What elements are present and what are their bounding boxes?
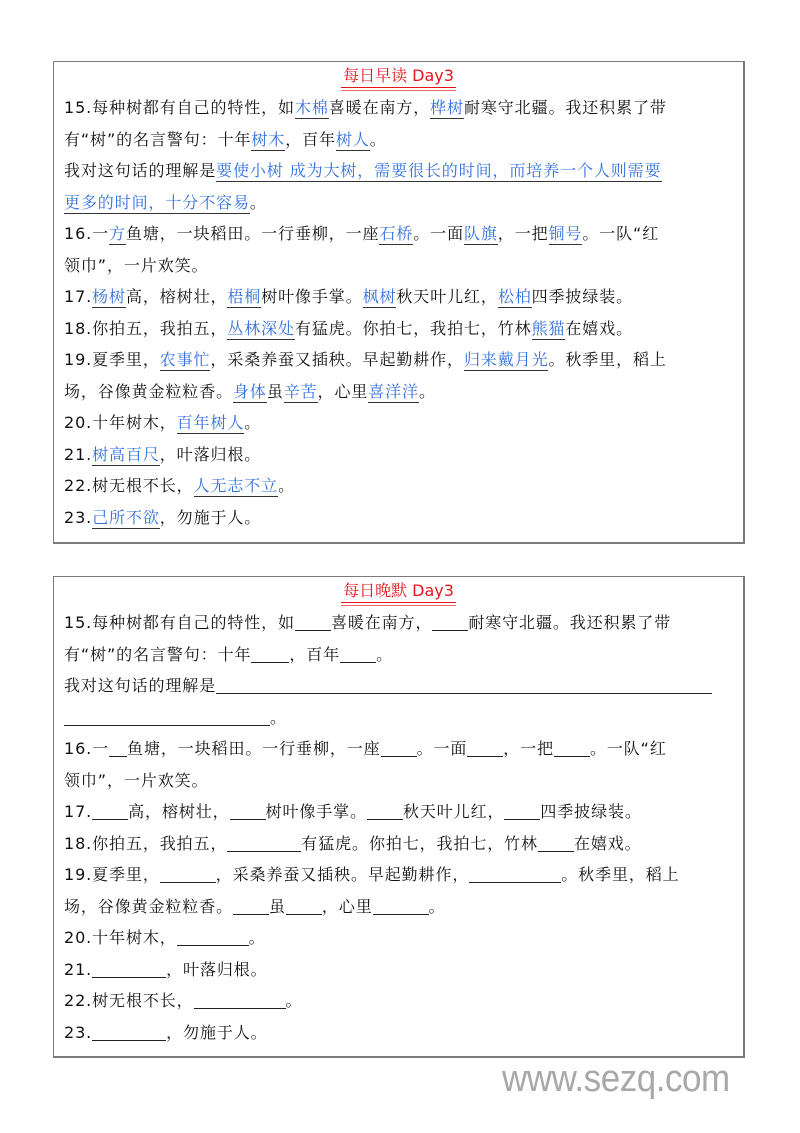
static-text: 。	[376, 644, 393, 664]
text-line	[64, 250, 733, 282]
text-line	[64, 470, 733, 502]
static-text: 喜暖在南方，	[330, 613, 433, 632]
static-text: 鱼塘，一块稻田。一行垂柳，一座	[127, 739, 381, 758]
fill-in-blank[interactable]	[251, 644, 289, 663]
text-line	[64, 218, 733, 250]
static-text: ，采桑养蚕又插秧。早起勤耕作，	[215, 865, 470, 884]
static-text: ，心里	[317, 381, 369, 401]
answer-text: 石桥	[379, 224, 414, 243]
static-text: ，百年	[285, 129, 336, 149]
static-text: 20.十年树木，	[64, 928, 177, 947]
static-text: 。一面	[416, 739, 468, 758]
static-text: 。一队“红	[589, 739, 667, 758]
answer-text: 熊猫	[531, 318, 566, 338]
static-text: 19.夏季里，	[64, 865, 160, 884]
static-text: 。	[248, 928, 266, 947]
fill-in-blank[interactable]	[160, 864, 216, 883]
text-line	[64, 607, 733, 639]
answer-text: 更多的时间，十分不容易	[64, 192, 250, 212]
answer-text: 喜洋洋	[368, 381, 419, 401]
text-line	[64, 828, 733, 860]
static-text: 虽	[269, 896, 286, 916]
static-text: 场，谷像黄金粒粒香。	[64, 381, 234, 401]
static-text: 虽	[266, 381, 284, 401]
static-text: 有“树”的名言警句：十年	[64, 129, 252, 149]
text-line	[64, 502, 733, 534]
static-text: 秋天叶儿红，	[396, 287, 498, 306]
static-text: 领巾”，一片欢笑。	[64, 255, 209, 275]
static-text: 。	[428, 896, 446, 916]
fill-in-blank[interactable]	[469, 864, 561, 883]
text-line	[64, 155, 733, 187]
static-text: 高，榕树壮，	[128, 802, 230, 821]
fill-in-blank[interactable]	[92, 801, 128, 820]
static-text: 在嬉戏。	[573, 833, 642, 853]
static-text: ，一把	[503, 739, 554, 758]
static-text: 21.	[64, 959, 93, 979]
text-line	[64, 92, 733, 124]
text-line	[64, 344, 733, 376]
static-text: 18.你拍五，我拍五，	[64, 318, 228, 338]
fill-in-blank[interactable]	[295, 612, 331, 631]
fill-in-blank[interactable]	[227, 833, 301, 852]
fill-in-blank[interactable]	[286, 896, 322, 915]
static-text: 17.	[64, 287, 93, 306]
text-line	[64, 796, 733, 828]
fill-in-blank[interactable]	[538, 833, 574, 852]
answer-text: 枫树	[362, 287, 397, 306]
static-text: ，勿施于人。	[159, 507, 262, 527]
text-line	[64, 407, 733, 439]
text-line	[64, 702, 733, 734]
static-text: 耐寒守北疆。我还积累了带	[468, 613, 672, 632]
text-line	[64, 733, 733, 765]
static-text: 。秋季里，稻上	[548, 350, 667, 369]
answer-text: 人无志不立	[193, 476, 279, 495]
fill-in-blank[interactable]	[109, 738, 127, 757]
static-text: 。一队“红	[582, 224, 660, 243]
answer-text: 木棉	[294, 98, 329, 117]
text-line	[64, 1017, 733, 1049]
static-text: 鱼塘，一块稻田。一行垂柳，一座	[125, 224, 380, 243]
static-text: ，心里	[321, 896, 373, 916]
static-text: 四季披绿装。	[540, 802, 642, 821]
static-text: 23.	[64, 1022, 93, 1042]
static-text: 喜暖在南方，	[328, 98, 431, 117]
morning-reading-box	[53, 61, 745, 544]
fill-in-blank[interactable]	[467, 738, 503, 757]
static-text: 15.每种树都有自己的特性，如	[64, 613, 295, 632]
answer-text: 要使小树 成为大树，需要很长的时间，而培养一个人则需要	[216, 161, 662, 180]
static-text: 。秋季里，稻上	[561, 865, 680, 884]
text-line	[64, 124, 733, 156]
answer-text: 队旗	[463, 224, 498, 243]
text-line	[64, 954, 733, 986]
answer-text: 树人	[335, 129, 370, 149]
static-text: 15.每种树都有自己的特性，如	[64, 98, 295, 117]
answer-text: 松柏	[497, 287, 532, 306]
static-text: 我对这句话的理解是	[64, 161, 217, 180]
fill-in-blank[interactable]	[194, 990, 286, 1009]
answer-text: 铜号	[548, 224, 583, 243]
text-line	[64, 765, 733, 797]
evening-lines	[54, 607, 743, 1048]
fill-in-blank[interactable]	[177, 927, 249, 946]
answer-text: 树木	[251, 129, 286, 149]
fill-in-blank[interactable]	[373, 896, 429, 915]
watermark: www.sezq.com	[502, 1058, 730, 1100]
static-text: ，百年	[289, 644, 341, 664]
text-line	[64, 639, 733, 671]
static-text: 22.树无根不长，	[64, 991, 194, 1010]
text-line	[64, 281, 733, 313]
static-text: 23.	[64, 507, 93, 527]
static-text: 21.	[64, 444, 93, 464]
evening-dictation-box	[53, 576, 745, 1058]
answer-text: 辛苦	[283, 381, 318, 401]
static-text: 。	[285, 991, 303, 1010]
text-line	[64, 859, 733, 891]
static-text: 22.树无根不长，	[64, 476, 194, 495]
static-text: 16.一	[64, 739, 110, 758]
text-line	[64, 891, 733, 923]
static-text: ，一把	[497, 224, 549, 243]
fill-in-blank[interactable]	[216, 675, 712, 694]
text-line	[64, 187, 733, 219]
answer-text: 归来戴月光	[463, 350, 549, 369]
static-text: 高，榕树壮，	[125, 287, 228, 306]
static-text: 有猛虎。你拍七，我拍七，竹林	[294, 318, 532, 338]
static-text: 在嬉戏。	[565, 318, 633, 338]
text-line	[64, 313, 733, 345]
static-text: ，叶落归根。	[166, 959, 268, 979]
morning-title: 每日早读 Day3	[54, 66, 743, 92]
static-text: 树叶像手掌。	[265, 802, 367, 821]
answer-text: 桦树	[430, 98, 464, 117]
text-line	[64, 985, 733, 1017]
static-text: 。	[270, 707, 287, 727]
static-text: 。	[369, 129, 387, 149]
answer-text: 树高百尺	[92, 444, 160, 464]
answer-text: 百年树人	[176, 413, 245, 432]
static-text: 有猛虎。你拍七，我拍七，竹林	[301, 833, 538, 853]
text-line	[64, 922, 733, 954]
fill-in-blank[interactable]	[504, 801, 540, 820]
fill-in-blank[interactable]	[92, 959, 166, 978]
fill-in-blank[interactable]	[381, 738, 417, 757]
static-text: 领巾”，一片欢笑。	[64, 770, 209, 790]
static-text: 场，谷像黄金粒粒香。	[64, 896, 234, 916]
static-text: 树叶像手掌。	[261, 287, 363, 306]
fill-in-blank[interactable]	[367, 801, 403, 820]
fill-in-blank[interactable]	[432, 612, 468, 631]
answer-text: 身体	[233, 381, 267, 401]
fill-in-blank[interactable]	[554, 738, 590, 757]
static-text: 。一面	[413, 224, 464, 243]
fill-in-blank[interactable]	[233, 896, 269, 915]
static-text: 耐寒守北疆。我还积累了带	[463, 98, 667, 117]
fill-in-blank[interactable]	[230, 801, 266, 820]
answer-text: 丛林深处	[227, 318, 295, 338]
text-line	[64, 670, 733, 702]
answer-text: 农事忙	[159, 350, 211, 369]
static-text: 。	[278, 476, 295, 495]
fill-in-blank[interactable]	[92, 1022, 166, 1041]
static-text: ，采桑养蚕又插秧。早起勤耕作，	[210, 350, 464, 369]
static-text: 。	[249, 192, 267, 212]
static-text: ，勿施于人。	[166, 1022, 268, 1042]
static-text: 20.十年树木，	[64, 413, 177, 432]
static-text: 我对这句话的理解是	[64, 676, 217, 695]
answer-text: 梧桐	[227, 287, 262, 306]
morning-lines	[54, 92, 743, 533]
text-line	[64, 376, 733, 408]
answer-text: 方	[109, 224, 126, 243]
static-text: 四季披绿装。	[531, 287, 634, 306]
evening-title: 每日晚默 Day3	[54, 581, 743, 607]
static-text: 18.你拍五，我拍五，	[64, 833, 228, 853]
static-text: ，叶落归根。	[159, 444, 262, 464]
answer-text: 己所不欲	[92, 507, 160, 527]
fill-in-blank[interactable]	[340, 644, 376, 663]
static-text: 16.一	[64, 224, 110, 243]
fill-in-blank[interactable]	[64, 707, 270, 726]
static-text: 19.夏季里，	[64, 350, 160, 369]
static-text: 17.	[64, 802, 93, 821]
static-text: 秋天叶儿红，	[402, 802, 505, 821]
static-text: 。	[244, 413, 262, 432]
answer-text: 杨树	[92, 287, 126, 306]
static-text: 有“树”的名言警句：十年	[64, 644, 252, 664]
text-line	[64, 439, 733, 471]
static-text: 。	[418, 381, 436, 401]
